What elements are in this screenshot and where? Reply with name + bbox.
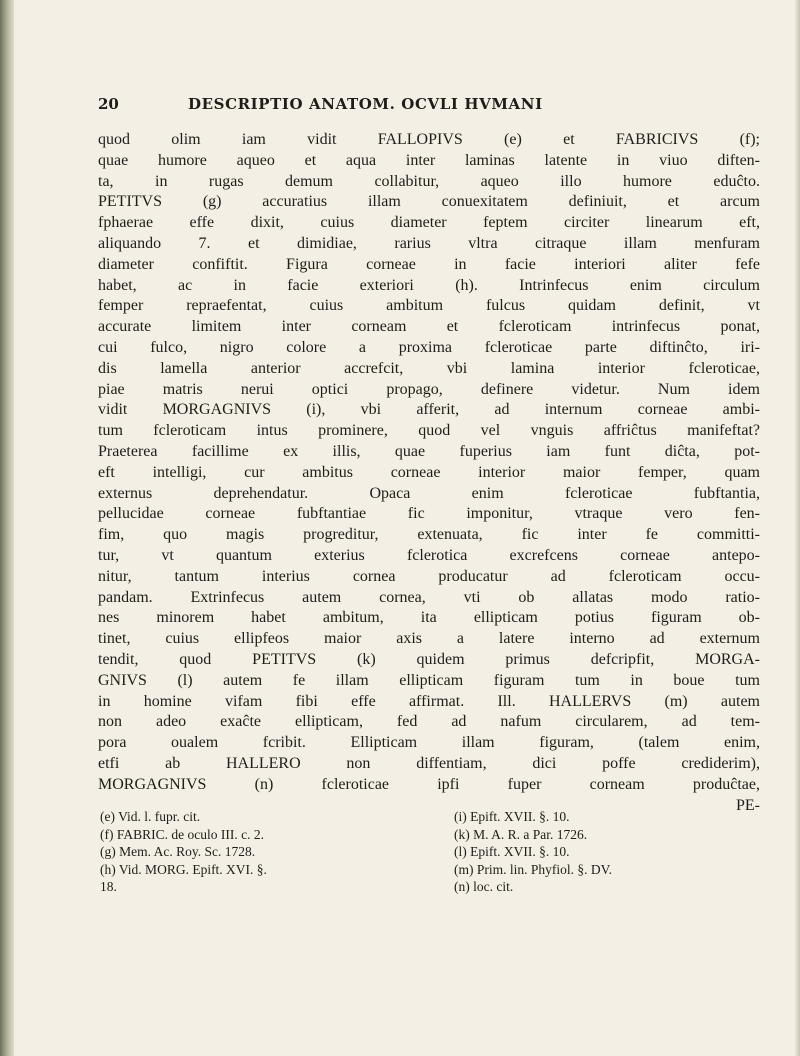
running-head: DESCRIPTIO ANATOM. OCVLI HVMANI <box>188 95 543 113</box>
text-line: pellucidae corneae fubftantiae fic imponitur, vtraque vero fen- <box>98 505 760 523</box>
text-line: quae humore aqueo et aqua inter laminas latente in viuo diften- <box>98 151 760 169</box>
page-header <box>98 95 698 117</box>
text-line: in homine vifam fibi effe affirmat. Ill. HALLERVS (m) autem <box>98 692 760 710</box>
text-line: pandam. Extrinfecus autem cornea, vti ob allatas modo ratio- <box>98 588 760 606</box>
text-line: quod olim iam vidit FALLOPIVS (e) et FABRICIVS (f); <box>98 131 760 148</box>
text-line: etfi ab HALLERO non diffentiam, dici poffe crediderim), <box>98 754 760 772</box>
text-line: ta, in rugas demum collabitur, aqueo illo humore eduĉto. <box>98 172 760 190</box>
text-line: aliquando 7. et dimidiae, rarius vltra citraque illam menfuram <box>98 234 760 252</box>
text-line: accurate limitem inter corneam et fcleroticam intrinfecus ponat, <box>98 318 760 336</box>
text-line: eft intelligi, cur ambitus corneae interior maior femper, quam <box>98 463 760 481</box>
text-line: diameter confiftit. Figura corneae in facie interiori aliter fefe <box>98 255 760 273</box>
page-edge-shadow <box>0 0 14 1056</box>
text-line: pora oualem fcribit. Ellipticam illam figuram, (talem enim, <box>98 734 760 752</box>
text-line: nes minorem habet ambitum, ita ellipticam potius figuram ob- <box>98 609 760 627</box>
page-number: 20 <box>98 95 119 113</box>
catchword: PE- <box>736 796 760 814</box>
footnote: (i) Epift. XVII. §. 10. <box>454 809 570 824</box>
body-text <box>98 130 760 816</box>
text-line: fphaerae effe dixit, cuius diameter feptem circiter linearum eft, <box>98 214 760 232</box>
text-line: piae matris nerui optici propago, definere videtur. Num idem <box>98 380 760 398</box>
text-line: tinet, cuius ellipfeos maior axis a latere interno ad externum <box>98 630 760 648</box>
text-line: MORGAGNIVS (n) fcleroticae ipfi fuper corneam produĉtae, <box>98 775 760 793</box>
text-line: tendit, quod PETITVS (k) quidem primus defcripfit, MORGA- <box>98 650 760 668</box>
text-line: fim, quo magis progreditur, extenuata, fic inter fe committi- <box>98 526 760 544</box>
footnote: (m) Prim. lin. Phyfiol. §. DV. <box>454 861 613 877</box>
text-line: externus deprehendatur. Opaca enim fcleroticae fubftantia, <box>98 484 760 502</box>
text-line: tum fcleroticam intus prominere, quod vel vnguis affriĉtus manifeftat? <box>98 422 760 440</box>
footnote: (n) loc. cit. <box>454 879 514 894</box>
footnote: 18. <box>100 879 117 894</box>
text-line: non adeo exaĉte ellipticam, fed ad nafum circularem, ad tem- <box>98 713 760 731</box>
text-line: dis lamella anterior accrefcit, vbi lamina interior fcleroticae, <box>98 359 760 377</box>
footnote: (l) Epift. XVII. §. 10. <box>454 844 570 859</box>
text-line: tur, vt quantum exterius fclerotica excrefcens corneae antepo- <box>98 546 760 564</box>
footnote: (h) Vid. MORG. Epift. XVI. §. <box>100 861 267 877</box>
footnote: (k) M. A. R. a Par. 1726. <box>454 826 588 842</box>
footnotes-left-column <box>100 808 430 896</box>
footnote: (g) Mem. Ac. Roy. Sc. 1728. <box>100 844 256 859</box>
page-edge-right <box>794 0 800 1056</box>
text-line: Praeterea facillime ex illis, quae fuperius iam funt diĉta, pot- <box>98 442 760 460</box>
text-line: vidit MORGAGNIVS (i), vbi afferit, ad internum corneae ambi- <box>98 401 760 419</box>
text-line: nitur, tantum interius cornea producatur ad fcleroticam occu- <box>98 567 760 585</box>
footnote: (f) FABRIC. de oculo III. c. 2. <box>100 826 264 842</box>
footnotes-right-column <box>454 808 784 896</box>
text-line: femper repraefentat, cuius ambitum fulcus quidam definit, vt <box>98 297 760 315</box>
text-line: cui fulco, nigro colore a proxima fcleroticae parte diftinĉto, iri- <box>98 338 760 356</box>
text-line: PETITVS (g) accuratius illam conuexitatem definiuit, et arcum <box>98 193 760 211</box>
text-line: habet, ac in facie exteriori (h). Intrinfecus enim circulum <box>98 276 760 294</box>
text-line: GNIVS (l) autem fe illam ellipticam figuram tum in boue tum <box>98 671 760 689</box>
footnote: (e) Vid. l. fupr. cit. <box>100 809 201 824</box>
